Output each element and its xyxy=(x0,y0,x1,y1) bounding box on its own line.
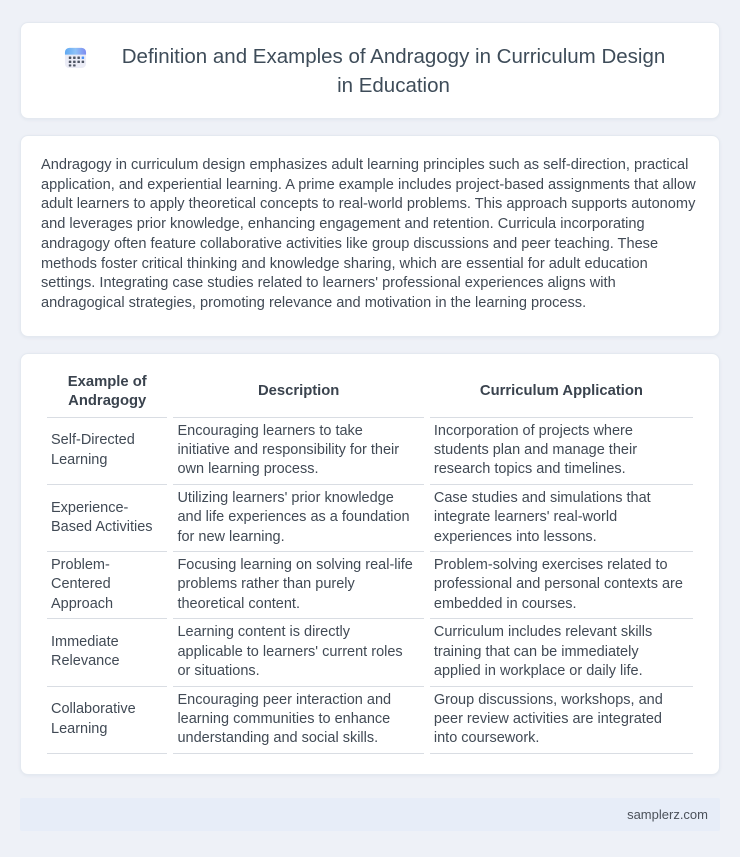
cell-description: Learning content is directly applicable to learners' current roles or situations. xyxy=(173,619,423,686)
cell-application: Curriculum includes relevant skills training that can be immediately applied in workplace or daily life. xyxy=(430,619,693,686)
footer-bar xyxy=(20,798,720,831)
table-row xyxy=(47,485,693,552)
table-row xyxy=(47,619,693,686)
cell-example: Immediate Relevance xyxy=(47,619,167,686)
table-row xyxy=(47,552,693,619)
cell-example: Collaborative Learning xyxy=(47,687,167,754)
cell-description: Utilizing learners' prior knowledge and life experiences as a foundation for new learning. xyxy=(173,485,423,552)
cell-application: Group discussions, workshops, and peer review activities are integrated into coursework. xyxy=(430,687,693,754)
intro-paragraph: Andragogy in curriculum design emphasizes adult learning principles such as self-direction, practical application, and experiential learning. A prime example includes project-based assignments that allow adult learners to apply theoretical concepts to real-world problems. This approach supports autonomy and leverages prior knowledge, enhancing engagement and retention. Curricula incorporating andragogy often feature collaborative activities like group discussions and peer teaching. These methods foster critical thinking and knowledge sharing, which are essential for adult education settings. Integrating case studies related to learners' professional experiences aligns with andragogical strategies, promoting relevance and motivation in the learning process. xyxy=(41,157,696,311)
table-row xyxy=(47,418,693,485)
cell-application: Problem-solving exercises related to professional and personal contexts are embedded in courses. xyxy=(430,552,693,619)
cell-application: Case studies and simulations that integrate learners' real-world experiences into lessons. xyxy=(430,485,693,552)
table-header-row xyxy=(47,368,693,418)
table-card xyxy=(20,353,720,775)
cell-example: Experience-Based Activities xyxy=(47,485,167,552)
cell-description: Encouraging peer interaction and learning communities to enhance understanding and social skills. xyxy=(173,687,423,754)
cell-example: Problem-Centered Approach xyxy=(47,552,167,619)
cell-example: Self-Directed Learning xyxy=(47,418,167,485)
cell-application: Incorporation of projects where students plan and manage their research topics and timelines. xyxy=(430,418,693,485)
page-title: Definition and Examples of Andragogy in Curriculum Design in Education xyxy=(121,45,666,97)
table-body xyxy=(47,418,693,754)
andragogy-table xyxy=(41,368,699,754)
table-row xyxy=(47,687,693,754)
cell-description: Encouraging learners to take initiative and responsibility for their own learning process. xyxy=(173,418,423,485)
cell-description: Focusing learning on solving real-life problems rather than purely theoretical content. xyxy=(173,552,423,619)
calendar-icon xyxy=(64,46,87,74)
table-header xyxy=(47,368,693,418)
intro-card xyxy=(20,135,720,337)
column-header-application: Curriculum Application xyxy=(430,368,693,418)
title-card xyxy=(20,22,720,119)
column-header-example: Example of Andragogy xyxy=(47,368,167,418)
column-header-description: Description xyxy=(173,368,423,418)
footer-site-label: samplerz.com xyxy=(627,806,708,822)
title-card-content xyxy=(64,42,676,100)
